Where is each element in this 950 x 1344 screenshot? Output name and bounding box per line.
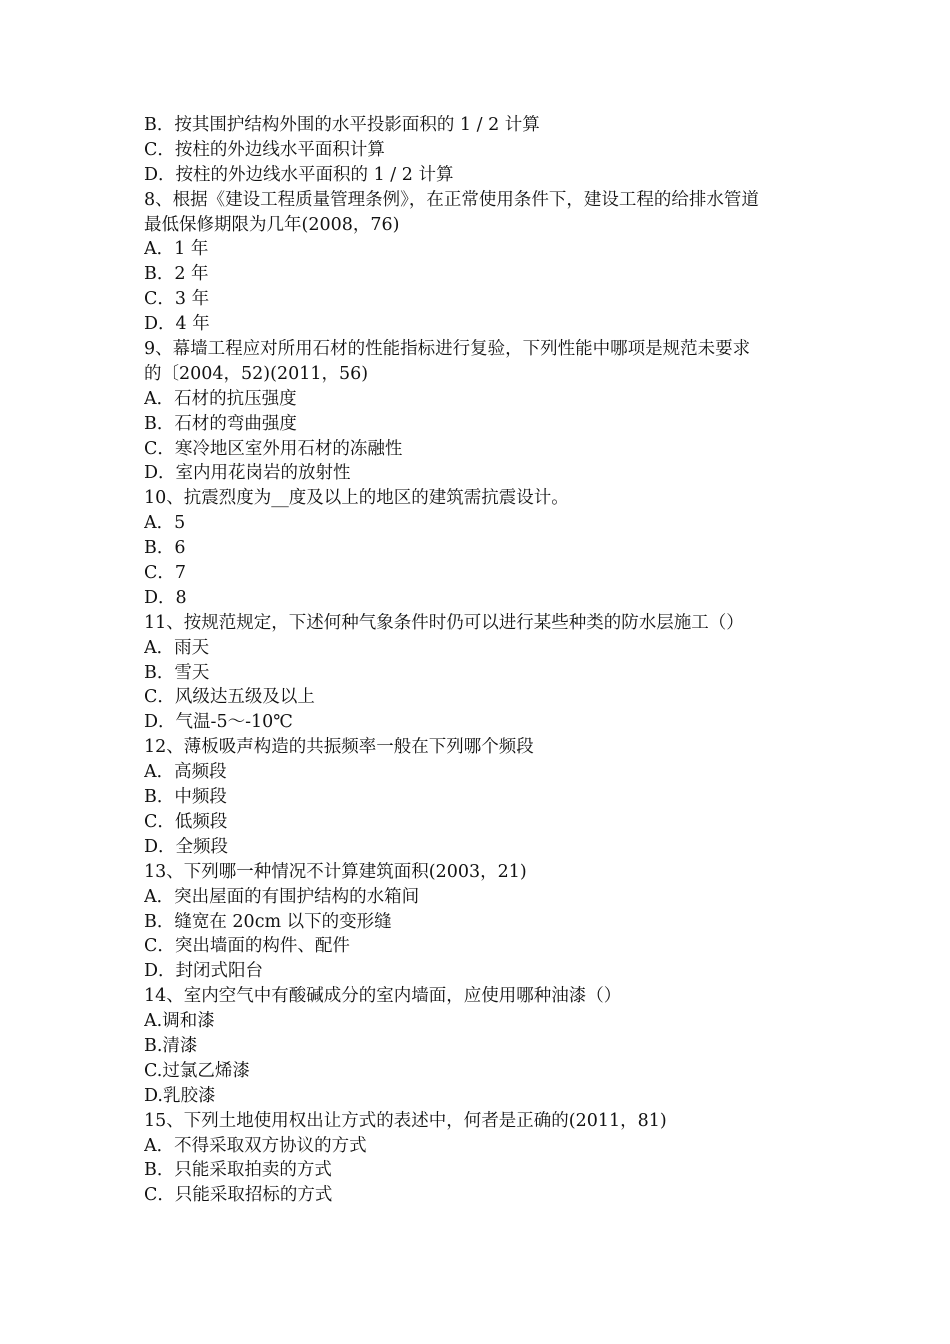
text-line: D．气温-5～-10℃ <box>144 712 293 733</box>
text-line: C．只能采取招标的方式 <box>144 1185 333 1206</box>
text-line: B．只能采取拍卖的方式 <box>144 1160 332 1181</box>
text-line: 11、按规范规定，下述何种气象条件时仍可以进行某些种类的防水层施工（） <box>144 612 744 633</box>
text-line: A．雨天 <box>144 637 210 658</box>
text-line: B．缝宽在 20cm 以下的变形缝 <box>144 911 392 932</box>
text-line: D.乳胶漆 <box>144 1085 216 1106</box>
text-line: 15、下列土地使用权出让方式的表述中，何者是正确的(2011，81) <box>144 1110 667 1131</box>
text-line: D．室内用花岗岩的放射性 <box>144 463 351 484</box>
text-line: B.清漆 <box>144 1035 198 1056</box>
text-line: 9、幕墙工程应对所用石材的性能指标进行复验，下列性能中哪项是规范未要求 <box>144 339 751 360</box>
text-line: C．低频段 <box>144 811 228 832</box>
text-line: D．4 年 <box>144 314 210 335</box>
text-line: 13、下列哪一种情况不计算建筑面积(2003，21) <box>144 861 527 882</box>
text-line: C．风级达五级及以上 <box>144 687 315 708</box>
text-line: A．高频段 <box>144 762 227 783</box>
text-line: 14、室内空气中有酸碱成分的室内墙面，应使用哪种油漆（） <box>144 986 622 1007</box>
text-line: 最低保修期限为几年(2008，76) <box>144 214 400 235</box>
text-line: C．3 年 <box>144 289 210 310</box>
text-line: 8、根据《建设工程质量管理条例》，在正常使用条件下，建设工程的给排水管道 <box>144 189 759 210</box>
text-line: B．按其围护结构外围的水平投影面积的 1 / 2 计算 <box>144 115 540 135</box>
text-line: 12、薄板吸声构造的共振频率一般在下列哪个频段 <box>144 737 534 758</box>
text-line: A．5 <box>144 513 186 534</box>
text-line: A．突出屋面的有围护结构的水箱间 <box>144 886 420 907</box>
text-line: D．全频段 <box>144 836 229 857</box>
text-line: B．雪天 <box>144 662 210 683</box>
text-line: B．6 <box>144 538 186 559</box>
text-line: A．石材的抗压强度 <box>144 388 297 409</box>
text-line: A.调和漆 <box>144 1011 215 1032</box>
text-line: D．封闭式阳台 <box>144 961 264 982</box>
text-line: C．突出墙面的构件、配件 <box>144 936 350 957</box>
text-line: D．8 <box>144 587 187 608</box>
question-text-body <box>144 113 814 1208</box>
text-line: D．按柱的外边线水平面积的 1 / 2 计算 <box>144 164 454 185</box>
text-line: A．1 年 <box>144 239 209 260</box>
text-line: B．石材的弯曲强度 <box>144 413 297 434</box>
text-line: 的〔2004，52)(2011，56) <box>144 363 369 384</box>
text-line: 10、抗震烈度为__度及以上的地区的建筑需抗震设计。 <box>144 488 569 509</box>
text-line: A．不得采取双方协议的方式 <box>144 1135 367 1156</box>
text-line: C.过氯乙烯漆 <box>144 1060 250 1081</box>
text-line: C．按柱的外边线水平面积计算 <box>144 139 385 160</box>
text-line: C．7 <box>144 563 187 584</box>
text-line: B．2 年 <box>144 264 209 285</box>
text-line: B．中频段 <box>144 787 227 808</box>
text-line: C．寒冷地区室外用石材的冻融性 <box>144 438 403 459</box>
